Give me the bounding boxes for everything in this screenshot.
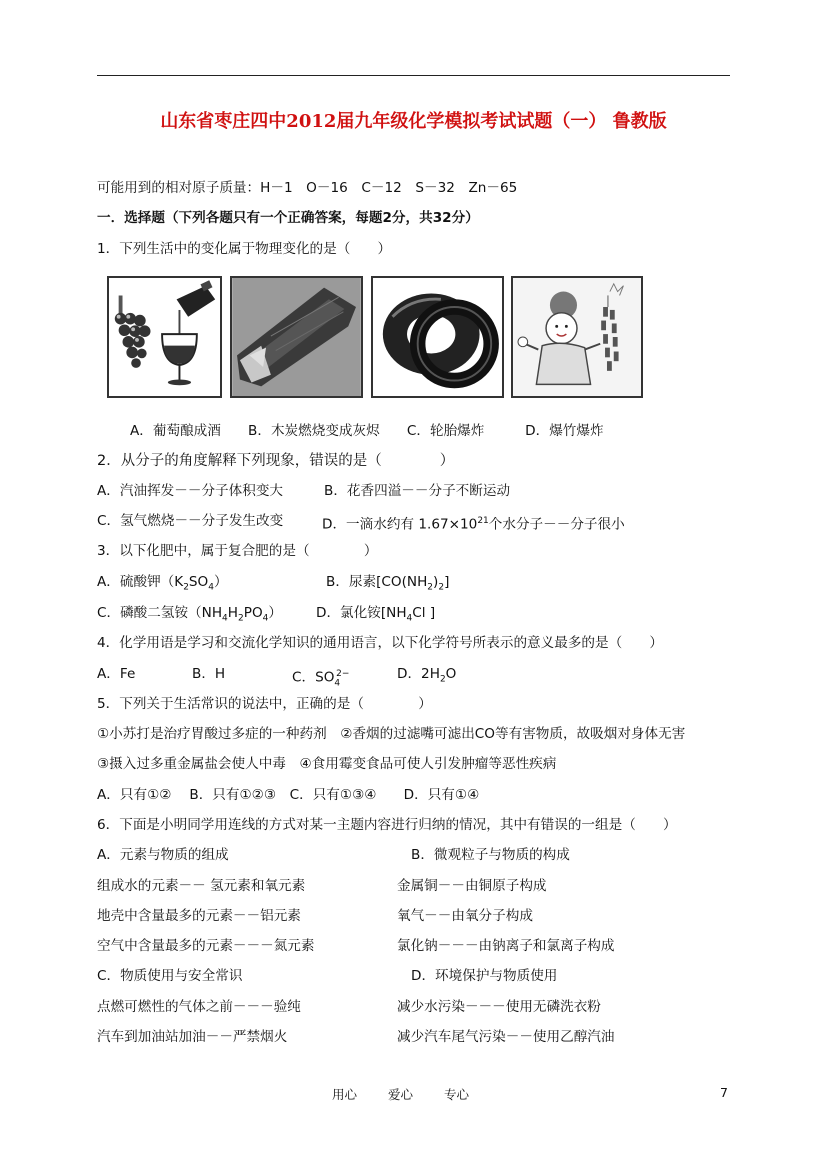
q4-option-c: C．$SO_4^{2-}$ <box>292 669 350 689</box>
q6-group-b-item: 氧气－－由氧分子构成 <box>397 908 533 924</box>
q3-option-a: A．硫酸钾$(K_2SO_4)$ <box>97 574 228 593</box>
q1-images <box>107 276 643 398</box>
q4-stem: 4．化学用语是学习和交流化学知识的通用语言，以下化学符号所表示的意义最多的是（ ） <box>97 635 663 651</box>
charcoal-image <box>230 276 363 398</box>
q4-option-a: A．Fe <box>97 666 136 682</box>
firecracker-image <box>511 276 643 398</box>
q5-options: A．只有①② B．只有①②③ C．只有①③④ D．只有①④ <box>97 787 480 803</box>
q6-group-d-item: 减少汽车尾气污染－－使用乙醇汽油 <box>397 1029 615 1045</box>
footer-motto-1: 用心 <box>332 1087 358 1102</box>
q6-group-a-item: 组成水的元素－－ 氢元素和氧元素 <box>97 878 306 894</box>
q3-option-c: C．磷酸二氢铵$(NH_4H_2PO_4)$ <box>97 605 282 624</box>
section-heading: 一．选择题（下列各题只有一个正确答案，每题2分，共32分） <box>97 210 479 226</box>
q6-group-a-item: 地壳中含量最多的元素－－铝元素 <box>97 908 301 924</box>
q2-stem: 2．从分子的角度解释下列现象，错误的是（ ） <box>97 453 455 469</box>
q2-option-d: D．一滴水约有 $1.67\times 10^{21}$个水分子－－分子很小 <box>322 516 625 533</box>
q2-option-b: B．花香四溢－－分子不断运动 <box>324 483 511 499</box>
q2-option-c: C．氢气燃烧－－分子发生改变 <box>97 513 284 529</box>
footer-motto-2: 爱心 <box>388 1087 414 1102</box>
q4-option-b: B．H <box>192 666 226 682</box>
grape-wine-image <box>107 276 222 398</box>
q5-statements-2: ③摄入过多重金属盐会使人中毒 ④食用霉变食品可使人引发肿瘤等恶性疾病 <box>97 756 557 772</box>
q4-option-d: D．$2H_2O$ <box>397 666 457 685</box>
q6-group-d-title: D．环境保护与物质使用 <box>411 968 558 984</box>
q3-option-b: B．尿素$[CO(NH_2)_2]$ <box>326 574 450 593</box>
q6-group-d-item: 减少水污染－－－使用无磷洗衣粉 <box>397 999 601 1015</box>
q6-group-a-title: A．元素与物质的组成 <box>97 847 229 863</box>
page-title: 山东省枣庄四中2012届九年级化学模拟考试试题（一） 鲁教版 <box>160 111 667 132</box>
q6-group-b-title: B．微观粒子与物质的构成 <box>411 847 570 863</box>
q5-stem: 5．下列关于生活常识的说法中，正确的是（ ） <box>97 696 432 712</box>
q6-group-c-item: 点燃可燃性的气体之前－－－验纯 <box>97 999 301 1015</box>
page-number: 7 <box>720 1085 728 1100</box>
q6-group-b-item: 金属铜－－由铜原子构成 <box>397 878 547 894</box>
q6-group-b-item: 氯化钠－－－由钠离子和氯离子构成 <box>397 938 615 954</box>
footer-motto-3: 专心 <box>444 1087 470 1102</box>
q3-option-d: D．氯化铵[$NH_4Cl$ ] <box>316 605 436 624</box>
header-rule <box>97 75 730 76</box>
q2-option-a: A．汽油挥发－－分子体积变大 <box>97 483 284 499</box>
q1-options: A．葡萄酿成酒 B．木炭燃烧变成灰烬 C．轮胎爆炸 D．爆竹爆炸 <box>130 423 604 439</box>
q6-stem: 6．下面是小明同学用连线的方式对某一主题内容进行归纳的情况，其中有错误的一组是（ ） <box>97 817 677 833</box>
q1-stem: 1．下列生活中的变化属于物理变化的是（ ） <box>97 241 392 257</box>
atomic-masses: 可能用到的相对原子质量：H－1 O－16 C－12 S－32 Zn－65 <box>97 180 518 196</box>
q6-group-c-title: C．物质使用与安全常识 <box>97 968 243 984</box>
q3-stem: 3．以下化肥中，属于复合肥的是（ ） <box>97 543 378 559</box>
tire-image <box>371 276 504 398</box>
q6-group-c-item: 汽车到加油站加油－－严禁烟火 <box>97 1029 288 1045</box>
q5-statements-1: ①小苏打是治疗胃酸过多症的一种药剂 ②香烟的过滤嘴可滤出CO等有害物质，故吸烟对身体无害 <box>97 726 686 742</box>
q6-group-a-item: 空气中含量最多的元素－－－氮元素 <box>97 938 315 954</box>
